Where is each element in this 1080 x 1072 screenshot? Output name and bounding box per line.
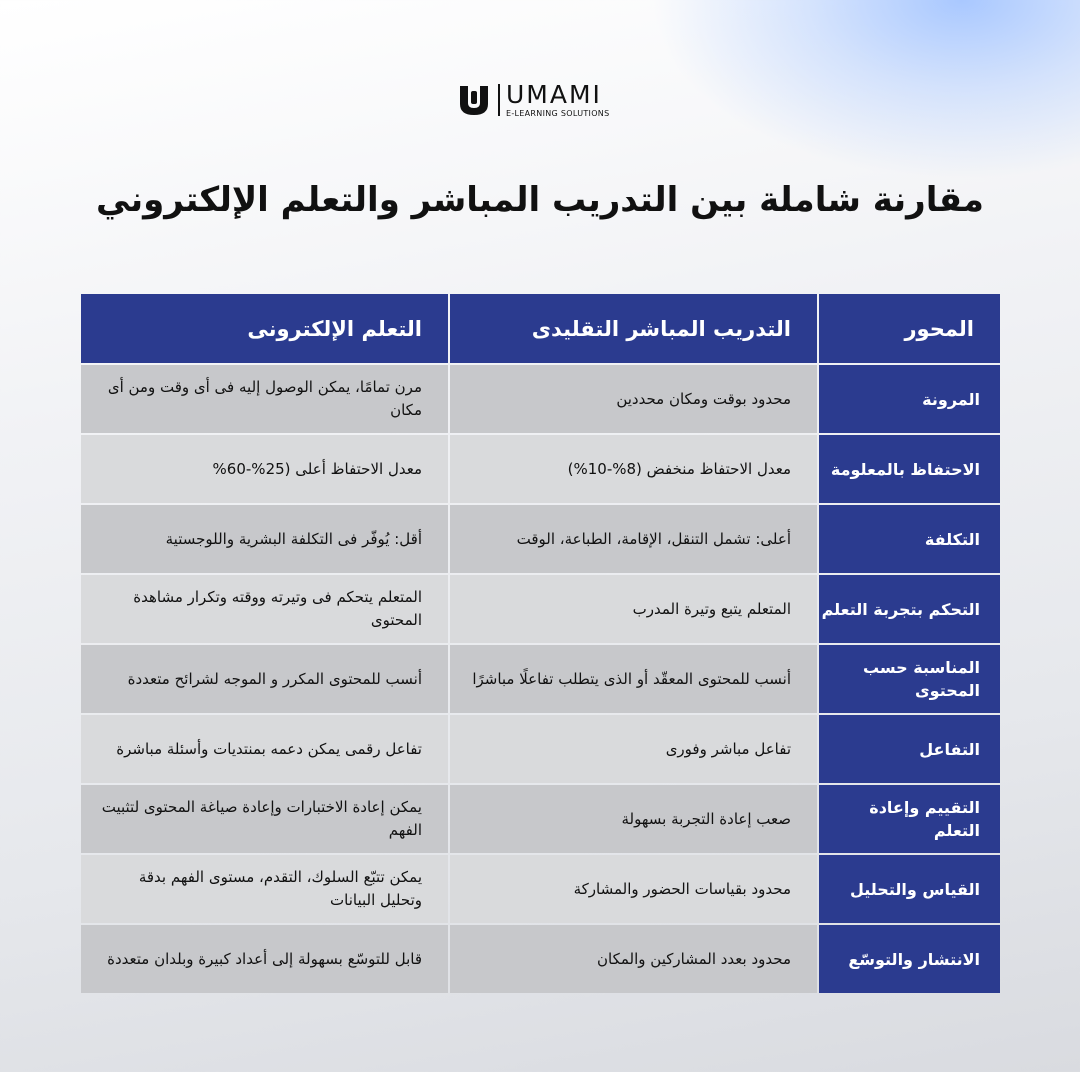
table-row xyxy=(81,645,1000,713)
elearning-cell: يمكن تتبّع السلوك، التقدم، مستوى الفهم بدقة وتحليل البيانات xyxy=(81,855,448,923)
axis-cell: القياس والتحليل xyxy=(819,855,1000,923)
traditional-cell: محدود بوقت ومكان محددين xyxy=(450,365,817,433)
traditional-cell: أنسب للمحتوى المعقّد أو الذى يتطلب تفاعلًا مباشرًا xyxy=(450,645,817,713)
umami-logo-icon xyxy=(456,82,492,118)
traditional-cell: معدل الاحتفاظ منخفض (8%-10%) xyxy=(450,435,817,503)
table-row xyxy=(81,365,1000,433)
axis-cell: المرونة xyxy=(819,365,1000,433)
background-glow xyxy=(650,0,1080,180)
elearning-cell: قابل للتوسّع بسهولة إلى أعداد كبيرة وبلدان متعددة xyxy=(81,925,448,993)
elearning-cell: المتعلم يتحكم فى وتيرته ووقته وتكرار مشاهدة المحتوى xyxy=(81,575,448,643)
header-traditional: التدريب المباشر التقليدى xyxy=(450,294,817,363)
comparison-table xyxy=(81,294,1000,995)
header-elearning: التعلم الإلكترونى xyxy=(81,294,448,363)
axis-cell: التفاعل xyxy=(819,715,1000,783)
table-row xyxy=(81,855,1000,923)
traditional-cell: محدود بقياسات الحضور والمشاركة xyxy=(450,855,817,923)
table-row xyxy=(81,785,1000,853)
axis-cell: الاحتفاظ بالمعلومة xyxy=(819,435,1000,503)
axis-cell: الانتشار والتوسّع xyxy=(819,925,1000,993)
traditional-cell: المتعلم يتبع وتيرة المدرب xyxy=(450,575,817,643)
elearning-cell: تفاعل رقمى يمكن دعمه بمنتديات وأسئلة مباشرة xyxy=(81,715,448,783)
brand-logo xyxy=(456,80,609,120)
axis-cell: التقييم وإعادة التعلم xyxy=(819,785,1000,853)
axis-cell: المناسبة حسب المحتوى xyxy=(819,645,1000,713)
elearning-cell: أقل: يُوفّر فى التكلفة البشرية واللوجستية xyxy=(81,505,448,573)
axis-cell: التكلفة xyxy=(819,505,1000,573)
table-row xyxy=(81,715,1000,783)
traditional-cell: محدود بعدد المشاركين والمكان xyxy=(450,925,817,993)
logo-divider xyxy=(498,84,500,116)
traditional-cell: تفاعل مباشر وفورى xyxy=(450,715,817,783)
elearning-cell: أنسب للمحتوى المكرر و الموجه لشرائح متعددة xyxy=(81,645,448,713)
brand-tagline: E-LEARNING SOLUTIONS xyxy=(506,108,610,118)
elearning-cell: مرن تمامًا، يمكن الوصول إليه فى أى وقت ومن أى مكان xyxy=(81,365,448,433)
table-row xyxy=(81,435,1000,503)
brand-name: UMAMI xyxy=(506,79,602,109)
table-row xyxy=(81,575,1000,643)
page-title: مقارنة شاملة بين التدريب المباشر والتعلم الإلكتروني xyxy=(96,180,984,220)
table-header-row xyxy=(81,294,1000,363)
logo-text xyxy=(506,79,610,119)
axis-cell: التحكم بتجربة التعلم xyxy=(819,575,1000,643)
table-row xyxy=(81,925,1000,993)
header-axis: المحور xyxy=(819,294,1000,363)
traditional-cell: أعلى: تشمل التنقل، الإقامة، الطباعة، الوقت xyxy=(450,505,817,573)
elearning-cell: يمكن إعادة الاختبارات وإعادة صياغة المحتوى لتثبيت الفهم xyxy=(81,785,448,853)
elearning-cell: معدل الاحتفاظ أعلى (25%-60% xyxy=(81,435,448,503)
traditional-cell: صعب إعادة التجربة بسهولة xyxy=(450,785,817,853)
table-row xyxy=(81,505,1000,573)
